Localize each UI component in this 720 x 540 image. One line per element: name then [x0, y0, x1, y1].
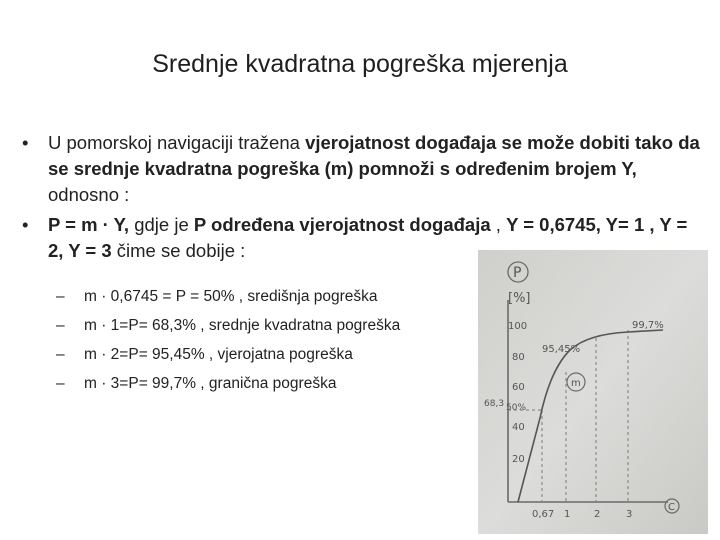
x-tick: 1 — [564, 509, 571, 520]
bullet-text-bold: vjerojatnost događaja se može dobiti tako da se srednje kvadratna pogreška (m) pomnoži s određenim brojem Y, — [48, 132, 700, 179]
left-note: 68,3 — [484, 399, 505, 409]
axis-y-symbol: P — [513, 265, 522, 281]
dash-marker: – — [56, 375, 65, 392]
bullet-text-bold: P = m · Y, — [48, 214, 130, 235]
bullet-text-part: odnosno : — [48, 184, 130, 205]
curve-note: 95,45% — [542, 344, 581, 355]
bullet-item-1 — [22, 130, 702, 208]
axis-y-unit: [%] — [508, 291, 531, 306]
handwritten-graph-photo — [478, 250, 708, 534]
dash-marker: – — [56, 346, 65, 363]
sub-item-3 — [56, 340, 476, 369]
y-tick: 20 — [512, 454, 525, 465]
x-tick: 3 — [626, 509, 633, 520]
sub-item-2 — [56, 311, 476, 340]
sub-item-text: m · 1=P= 68,3% , srednje kvadratna pogreška — [84, 317, 401, 334]
left-note: 50% — [506, 403, 527, 413]
bullet-dot: • — [22, 132, 29, 153]
y-tick: 80 — [512, 352, 525, 363]
circle-note: m — [571, 378, 581, 389]
dash-marker: – — [56, 317, 65, 334]
x-tick: 0,67 — [532, 509, 555, 520]
handwritten-graph — [478, 250, 708, 534]
bullet-list — [22, 130, 702, 268]
y-tick: 60 — [512, 382, 525, 393]
sub-list — [56, 282, 476, 398]
bullet-text-part: , — [490, 214, 507, 235]
bullet-dot: • — [22, 214, 29, 235]
sub-item-text: m · 2=P= 95,45% , vjerojatna pogreška — [84, 346, 353, 363]
bullet-text-bold: Y = 0,6745, Y= 1 , Y = 2, Y = 3 — [48, 214, 688, 261]
sub-item-text: m · 0,6745 = P = 50% , središnja pogreška — [84, 288, 378, 305]
dash-marker: – — [56, 288, 65, 305]
x-symbol: C — [668, 502, 675, 513]
curve-note: 99,7% — [632, 320, 664, 331]
bullet-text-part: čime se dobije : — [111, 240, 246, 261]
y-tick: 40 — [512, 422, 525, 433]
sub-item-text: m · 3=P= 99,7% , granična pogreška — [84, 375, 337, 392]
bullet-text-part: gdje je — [129, 214, 194, 235]
sub-item-4 — [56, 369, 476, 398]
slide-title: Srednje kvadratna pogreška mjerenja — [152, 50, 568, 78]
sub-item-1 — [56, 282, 476, 311]
x-tick: 2 — [594, 509, 601, 520]
bullet-text-bold: P određena vjerojatnost događaja — [193, 214, 491, 235]
bullet-text-part: U pomorskoj navigaciji tražena — [48, 132, 306, 153]
y-tick: 100 — [508, 321, 528, 332]
